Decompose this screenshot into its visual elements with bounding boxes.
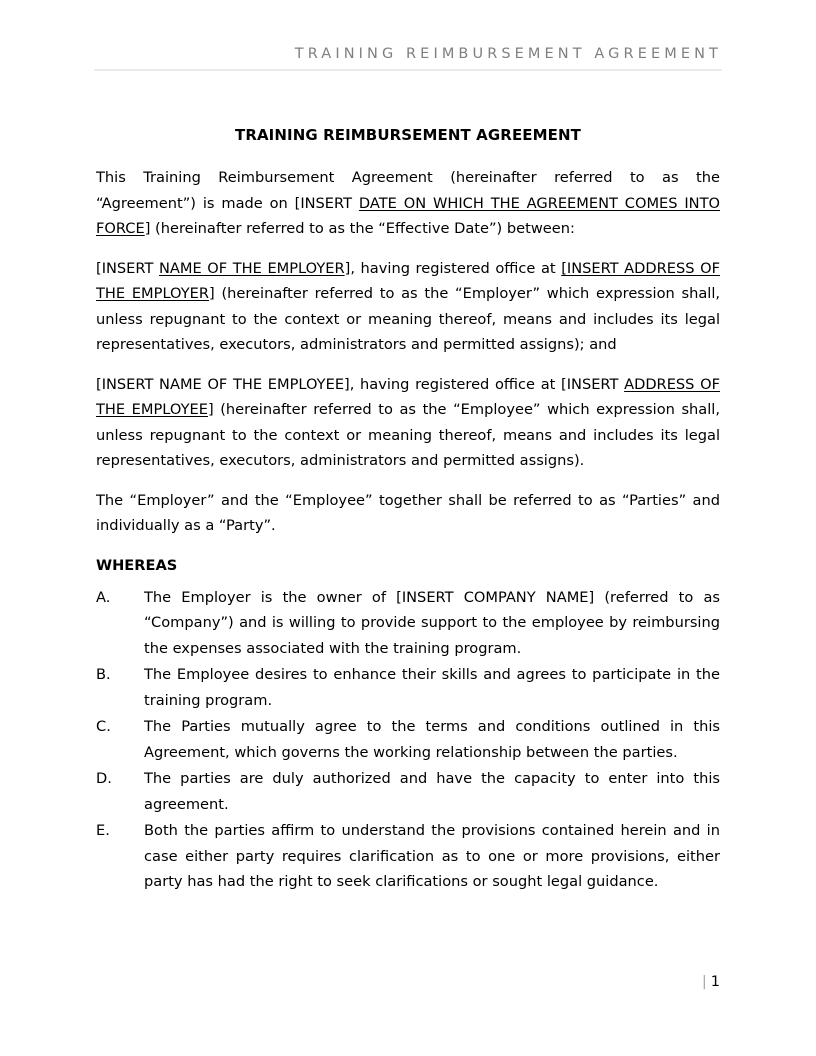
underlined-placeholder-employer-name: NAME OF THE EMPLOYER (158, 259, 345, 277)
paragraph-employer-details (96, 256, 720, 358)
header-divider (94, 69, 722, 71)
paragraph-text-segment: [INSERT NAME OF THE EMPLOYEE], having registered office at [INSERT (96, 375, 625, 393)
list-item-text: The Parties mutually agree to the terms and conditions outlined in this Agreement, which governs the working relationship between the parties. (144, 718, 720, 761)
running-header-title: TRAINING REIMBURSEMENT AGREEMENT (294, 46, 722, 62)
page-footer (96, 972, 720, 992)
footer-separator: | (701, 974, 707, 990)
page-number: 1 (710, 974, 720, 990)
list-item (96, 766, 720, 817)
list-item-text: Both the parties affirm to understand the provisions contained herein and in case either party requires clarification as to one or more provisions, either party has had the right to seek clarifications or sought legal guidance. (144, 822, 720, 890)
list-item (96, 585, 720, 662)
paragraph-text-segment: ] (hereinafter referred to as the “Effective Date”) between: (144, 220, 575, 237)
document-title: TRAINING REIMBURSEMENT AGREEMENT (234, 126, 582, 144)
paragraph-text-segment: ] (hereinafter referred to as the “Employer” which expression shall, unless repugnant to the context or meaning thereof, means and includes its legal representatives, executors, administrators and permitted assigns); and (96, 285, 721, 353)
list-item-marker: B. (96, 666, 111, 683)
underlined-placeholder-employer-address: [INSERT ADDRESS OF THE EMPLOYER (96, 259, 720, 302)
underlined-placeholder-employee-address: ADDRESS OF THE EMPLOYEE (96, 375, 720, 418)
list-item (96, 818, 720, 895)
paragraph-text-segment: [INSERT (96, 259, 159, 277)
list-item-marker: C. (96, 718, 111, 735)
paragraph-text-segment: This Training Reimbursement Agreement (hereinafter referred to as the “Agreement”) is made on [INSERT (96, 169, 720, 212)
list-item (96, 714, 720, 765)
underlined-placeholder-effective-date: DATE ON WHICH THE AGREEMENT COMES INTO FORCE (96, 194, 720, 237)
paragraph-parties-definition: The “Employer” and the “Employee” together shall be referred to as “Parties” and individually as a “Party”. (96, 491, 720, 534)
list-item (96, 662, 720, 713)
list-item-text: The Employee desires to enhance their skills and agrees to participate in the training program. (144, 666, 720, 709)
paragraph-text-segment: ], having registered office at (344, 259, 562, 277)
paragraph-agreement-date (96, 165, 720, 242)
paragraph-text-segment: ] (hereinafter referred to as the “Employee” which expression shall, unless repugnant to the context or meaning thereof, means and includes its legal representatives, executors, administrators and permitted assigns). (96, 401, 720, 469)
list-item-marker: E. (96, 822, 110, 839)
recitals-list (96, 585, 720, 895)
list-item-text: The Employer is the owner of [INSERT COMPANY NAME] (referred to as “Company”) and is willing to provide support to the employee by reimbursing the expenses associated with the training program. (144, 588, 720, 657)
paragraph-employee-details (96, 372, 720, 474)
running-header (94, 44, 722, 71)
document-body (96, 124, 720, 896)
list-item-marker: A. (96, 588, 111, 606)
list-item-marker: D. (96, 770, 112, 787)
list-item-text: The parties are duly authorized and have the capacity to enter into this agreement. (144, 770, 720, 813)
whereas-heading: WHEREAS (96, 556, 178, 574)
